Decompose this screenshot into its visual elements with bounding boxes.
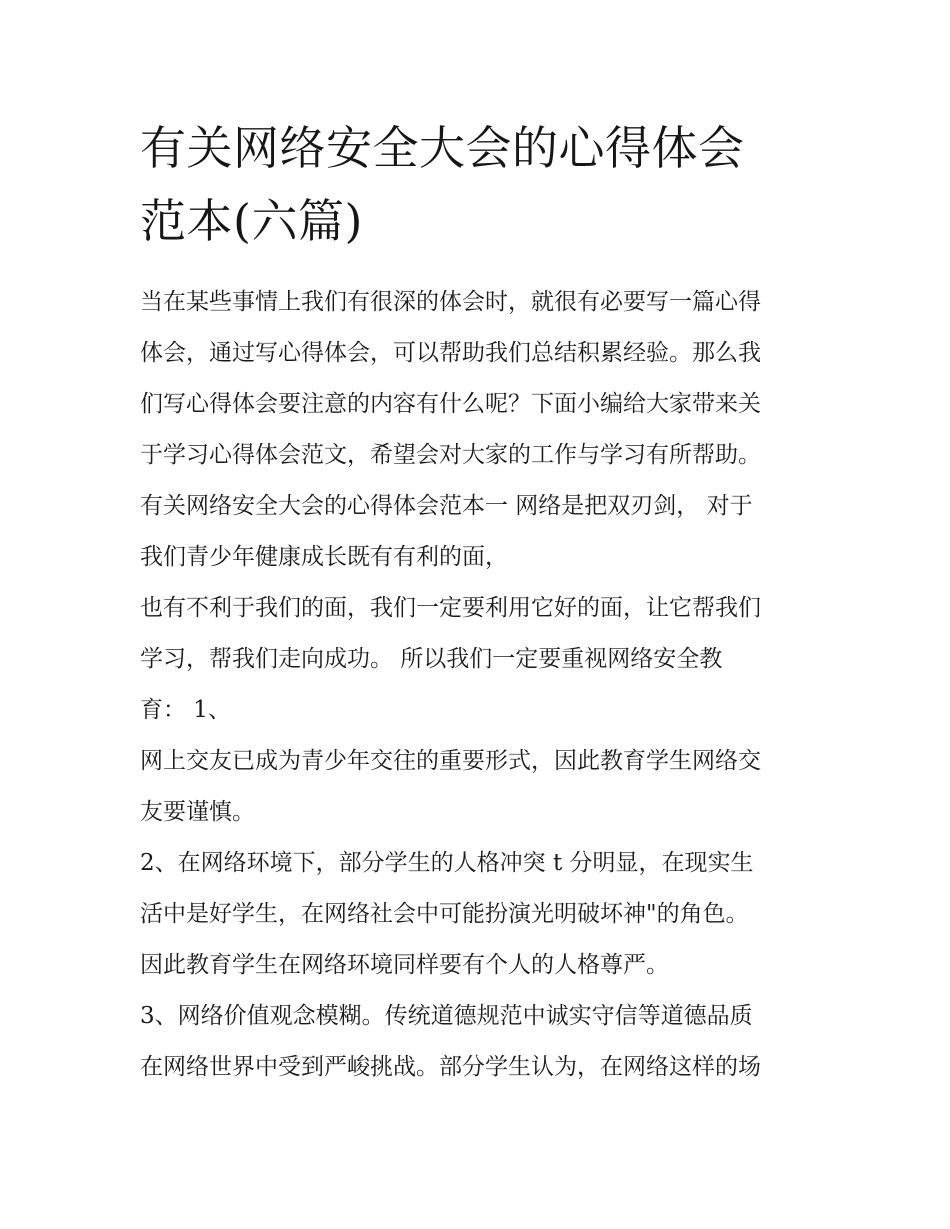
document-title xyxy=(140,112,820,258)
document-body xyxy=(140,277,830,1093)
body-line: 也有不利于我们的面，我们一定要利用它好的面，让它帮我们 xyxy=(140,595,761,621)
body-line: 3、网络价值观念模糊。传统道德规范中诚实守信等道德品质 xyxy=(140,1003,753,1029)
body-line: 因此教育学生在网络环境同样要有个人的人格尊严。 xyxy=(140,952,669,978)
title-line-1: 有关网络安全大会的心得体会 xyxy=(140,121,745,175)
title-line-2: 范本(六篇) xyxy=(140,194,363,248)
body-line: 友要谨慎。 xyxy=(140,799,255,825)
body-line: 们写心得体会要注意的内容有什么呢？下面小编给大家带来关 xyxy=(140,391,761,417)
body-line: 我们青少年健康成长既有有利的面， xyxy=(140,544,508,570)
body-line: 于学习心得体会范文，希望会对大家的工作与学习有所帮助。 xyxy=(140,442,761,468)
body-line: 在网络世界中受到严峻挑战。部分学生认为，在网络这样的场 xyxy=(140,1054,761,1080)
body-line: 网上交友已成为青少年交往的重要形式，因此教育学生网络交 xyxy=(140,748,761,774)
body-line: 育： 1、 xyxy=(140,697,231,723)
body-line: 有关网络安全大会的心得体会范本一 网络是把双刃剑， 对于 xyxy=(140,493,753,519)
body-line: 学习，帮我们走向成功。 所以我们一定要重视网络安全教 xyxy=(140,646,723,672)
body-line: 2、在网络环境下，部分学生的人格冲突 t 分明显，在现实生 xyxy=(140,850,754,876)
body-line: 当在某些事情上我们有很深的体会时，就很有必要写一篇心得 xyxy=(140,289,761,315)
body-line: 活中是好学生，在网络社会中可能扮演光明破坏神"的角色。 xyxy=(140,901,749,927)
body-line: 体会，通过写心得体会，可以帮助我们总结积累经验。那么我 xyxy=(140,340,761,366)
